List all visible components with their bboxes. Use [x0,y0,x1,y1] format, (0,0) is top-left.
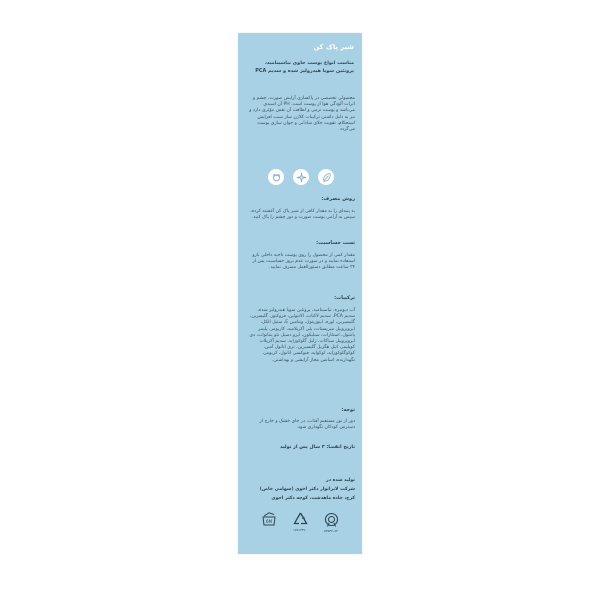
open-jar-6m-icon [258,512,280,526]
manufacturer-line1: تولید شده در [326,478,355,483]
feature-icons-row [268,167,334,187]
usage-heading: روش مصرف: [321,196,355,202]
certificate-seal-icon [324,512,339,527]
note-text: دور از نور مستقیم آفتاب، در جای خشک و خارج از دسترس کودکان نگهداری شود. [259,419,355,431]
manufacturer-line2: شرکت لابراتوار دکتر اخوی (سهامی خاص) [259,487,355,492]
sparkle-icon [293,169,309,185]
note-heading: توجه: [341,407,355,413]
leaf-icon [318,169,334,185]
product-box-panel [238,33,362,554]
sensitivity-heading: تست حساسیت: [316,240,355,246]
ingredients-text: آب دیونیزه، نیاسینامید، پروتئین سویا هیدرولیز شده، سدیم PCA، سدیم لاکتات، الانتوئین، فروکتوز، گلیسرین، گلیسیرین، اوره، اینوزیتول، ویتامین E، ستیل الکل، ایزوپروپیل میریستات، پلی آکریلامید، کاربومر، پلیمر پانتنول، استئارات، سیلیکون، ایزو دسیل نئو پنتانوات، دی ایزوپروپیل سباکات، ژلیل گلوکوزاید، سدیم آکریلات کوپلیمر، اتیل هگزیل گلیسیرین، تری اتانول آمین، کوکوگلوکوزاید، لوکواید، فنوکسی اتانول، کربومر، نگهدارنده، اسانس مجاز آرایشی و بهداشتی. [249,308,355,363]
certification-icons-row [258,512,342,544]
product-title: شیر پاک کن [313,43,354,51]
face-icon [268,169,284,185]
manufacturer-line3: کرج، جاده ماهدشت، کوچه دکتر اخوی [271,496,355,501]
period-after-opening-label: 6M [265,519,273,525]
recycle-icon [293,512,308,526]
certificate-seal-group [320,512,342,533]
expiry-date: تاریخ انقضا: ۳ سال پس از تولید [280,445,355,450]
product-description: محصولی تخصصی در پاکسازی آرایش صورت، چشم و اثرات آلودگی هوا از پوست است. PH آن اسیدی می‌باشد و پوست نرمی و لطافت آن نقش مؤثری دارد و نیز به دلیل داشتن ترکیبات کلاژن ساز سبب افزایش استحکام، تقویت جلای شادابی و جوان سازی پوست می‌گردد. [249,96,355,133]
certificate-caption: ۵۳۵۳۷۰۸۴ [324,529,338,533]
recycle-icon-group [289,512,311,532]
ingredients-heading: ترکیبات: [334,295,355,301]
product-subtitle: مناسب انواع پوست حاوی نیاسینامید، پروتئین سویا هیدرولیز شده و سدیم PCA [255,60,354,75]
usage-text: بد پنبه‌ای را به مقدار کافی از شیر پاک کن آغشته کرده، سپس به آرامی پوست صورت و دور چشم را پاک کنید. [250,209,355,221]
recycle-caption: ۱۷۵۱۳۴۷۰ [293,528,307,532]
sensitivity-text: مقدار کمی از محصول را روی پوست ناحیه داخلی بازو استفاده نمایید و در صورت عدم بروز حساسیت پس از ۲۴ ساعت مطابق دستورالعمل مصرف نمایید. [252,253,355,271]
